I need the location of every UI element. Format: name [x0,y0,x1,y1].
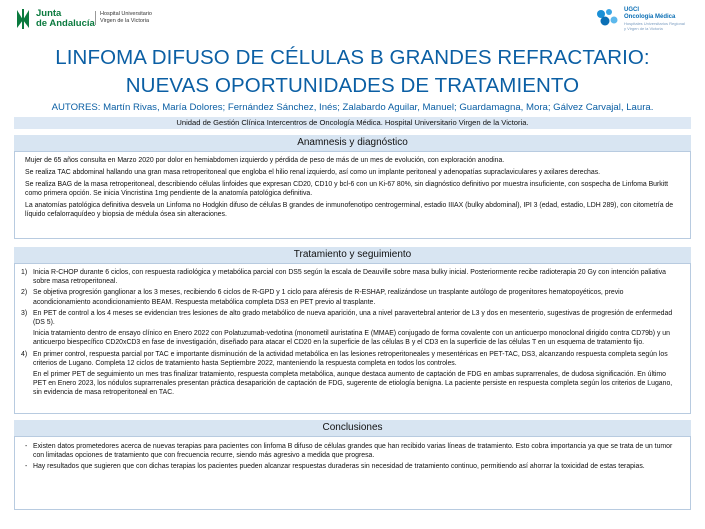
ugci-sub-1: Hospitales Universitarios Regional [624,21,685,26]
item-number [21,370,33,398]
title-line-2: NUEVAS OPORTUNIDADES DE TRATAMIENTO [125,74,580,97]
junta-emblem-icon [15,8,31,30]
list-item [21,370,680,398]
item-number [21,329,33,347]
item-text: Existen datos prometedores acerca de nuevas terapias para pacientes con linfoma B difuso de células grandes que han recibido varias líneas de tratamiento. Esto cobra importancia ya que se trata de un tumor con limitadas opciones de tratamiento que con frecuencia recurre, siendo más agresivo a medida que progresa. [33,443,673,460]
ugci-logo [596,7,685,31]
ugci-title-2: Oncología Médica [624,14,676,20]
unit-affiliation: Unidad de Gestión Clínica Intercentros de Oncología Médica. Hospital Universitario Virgen de la Victoria. [14,117,691,129]
list-item [25,462,680,471]
ugci-sub-2: y Virgen de la Victoria [624,26,663,31]
authors: AUTORES: Martín Rivas, María Dolores; Fernández Sánchez, Inés; Zalabardo Aguilar, Manuel; Guardamagna, Mora; Gálvez Carvajal, Laura. [51,102,654,113]
junta-andalucia-logo [15,8,95,30]
item-text: Hay resultados que sugieren que con dichas terapias los pacientes pueden alcanzar respuestas duraderas sin necesidad de tratamiento continuo, permitiendo así ahorrar la toxicidad de estas terapias. [33,463,645,471]
anamnesis-paragraph: Se realiza TAC abdominal hallando una gran masa retroperitoneal que engloba el hilio renal izquierdo, así como un implante peritoneal y adenopatías supraclaviculares y axilares derechas. [25,169,601,176]
title-line-1: LINFOMA DIFUSO DE CÉLULAS B GRANDES REFRACTARIO: [55,46,650,69]
anamnesis-box [14,151,691,239]
item-number: 2) [21,289,28,297]
anamnesis-paragraph: Se realiza BAG de la masa retroperitoneal, describiendo células linfoides que expresan CD20, CD10 y bcl-6 con un Ki-67 80%, sin diagnóstico definitivo por muestra insuficiente, con sospecha de Linfoma Burkitt como primera opción. Se inicia Vincristina 1mg pendiente de la anatomía patológica definitiva. [25,181,669,198]
list-item [21,309,680,327]
list-item [21,350,680,368]
item-number: 1) [21,269,28,276]
hospital-name [95,11,152,25]
item-number: 3) [21,309,28,317]
item-text: Inicia R-CHOP durante 6 ciclos, con respuesta radiológica y metabólica parcial con DS5 según la escala de Deauville sobre masa bulky inicial. Posteriormente recibe radioterapia 20 Gy con intención paliativa sobre masa retroperitoneal. [33,269,666,286]
ugci-dots-icon [596,7,620,29]
poster-header [0,0,705,38]
conclusiones-box [14,436,691,510]
anamnesis-paragraph: Mujer de 65 años consulta en Marzo 2020 por dolor en hemiabdomen izquierdo y pérdida de peso de más de un mes de evolución, con exploración anodina. [25,157,505,164]
item-text: Se objetiva progresión ganglionar a los 3 meses, recibiendo 6 ciclos de R-GPD y 1 ciclo para aféresis de R-ESHAP, realizándose un trasplante autólogo de progenitores hematopoyéticos, previo acondicionamiento acondicionamiento BEAM. Respuesta metabólica completa DS3 en PET previo al trasplante. [33,289,624,306]
conclusiones-heading: Conclusiones [14,420,691,436]
anamnesis-paragraph: La anatomías patológica definitiva desvela un Linfoma no Hodgkin difuso de células B grandes de inmunofenotipo centrogerminal, estadio IIIAX (bulky abdominal), IPI 3 (edad, estadio, LDH 289), con citometría de líquido cefalorraquídeo y biopsia de médula ósea sin alteraciones. [25,202,674,219]
hospital-line-1: Hospital Universitario [100,11,152,17]
ugci-title-1: UGCI [624,7,639,13]
item-text: En PET de control a los 4 meses se evidencian tres lesiones de alto grado metabólico de nueva aparición, una a nivel paravertebral anterior de L3 y dos en mesenterio, sugestivas de progresión de enfermedad (DS 5). [33,309,673,327]
item-dash: - [25,443,28,450]
tratamiento-box [14,263,691,414]
tratamiento-heading: Tratamiento y seguimiento [14,247,691,263]
item-number: 4) [21,350,28,358]
list-item [21,288,680,306]
item-text: Inicia tratamiento dentro de ensayo clínico en Enero 2022 con Polatuzumab-vedotina (monometil auristatina E (MMAE) conjugado de forma covalente con un anticuerpo monoclonal dirigido contra CD79b) y un anticuerpo biespecífico CD20xCD3 en fase de investigación, diseñado para atacar el CD20 en la superficie de las células B y el CD3 en la superficie de las células T en un esquema de tratamiento fijo. [33,330,670,347]
item-text: En primer control, respuesta parcial por TAC e importante disminución de la actividad metabólica en las lesiones retroperitoneales y mesentéricas en PET-TAC, DS3, alcanzando respuesta completa según los criterios de Lugano. Completa 12 ciclos de tratamiento hasta Septiembre 2022, manteniendo la respuesta completa en todos los controles. [33,350,668,367]
item-dash: - [25,463,28,471]
hospital-line-2: Virgen de la Victoria [100,18,150,24]
list-item [21,329,680,347]
item-text: En el primer PET de seguimiento un mes tras finalizar tratamiento, respuesta completa metabólica, aunque destaca aumento de captación de FDG en ambas suprarrenales, de dudosa significación. En último PET en Enero 2023, los nódulos suprarrenales presentan práctica desaparición de captación de FDG, sugerente de etiología benigna. La paciente persiste en respuesta completa según los criterios de Lugano, sin evidencia de masa retroperitoneal en TAC. [33,371,673,397]
poster-title [0,44,705,100]
list-item [21,268,680,286]
junta-text-2: de Andalucía [36,18,95,29]
list-item [25,442,680,460]
junta-text-1: Junta [36,8,62,19]
anamnesis-heading: Anamnesis y diagnóstico [14,135,691,151]
